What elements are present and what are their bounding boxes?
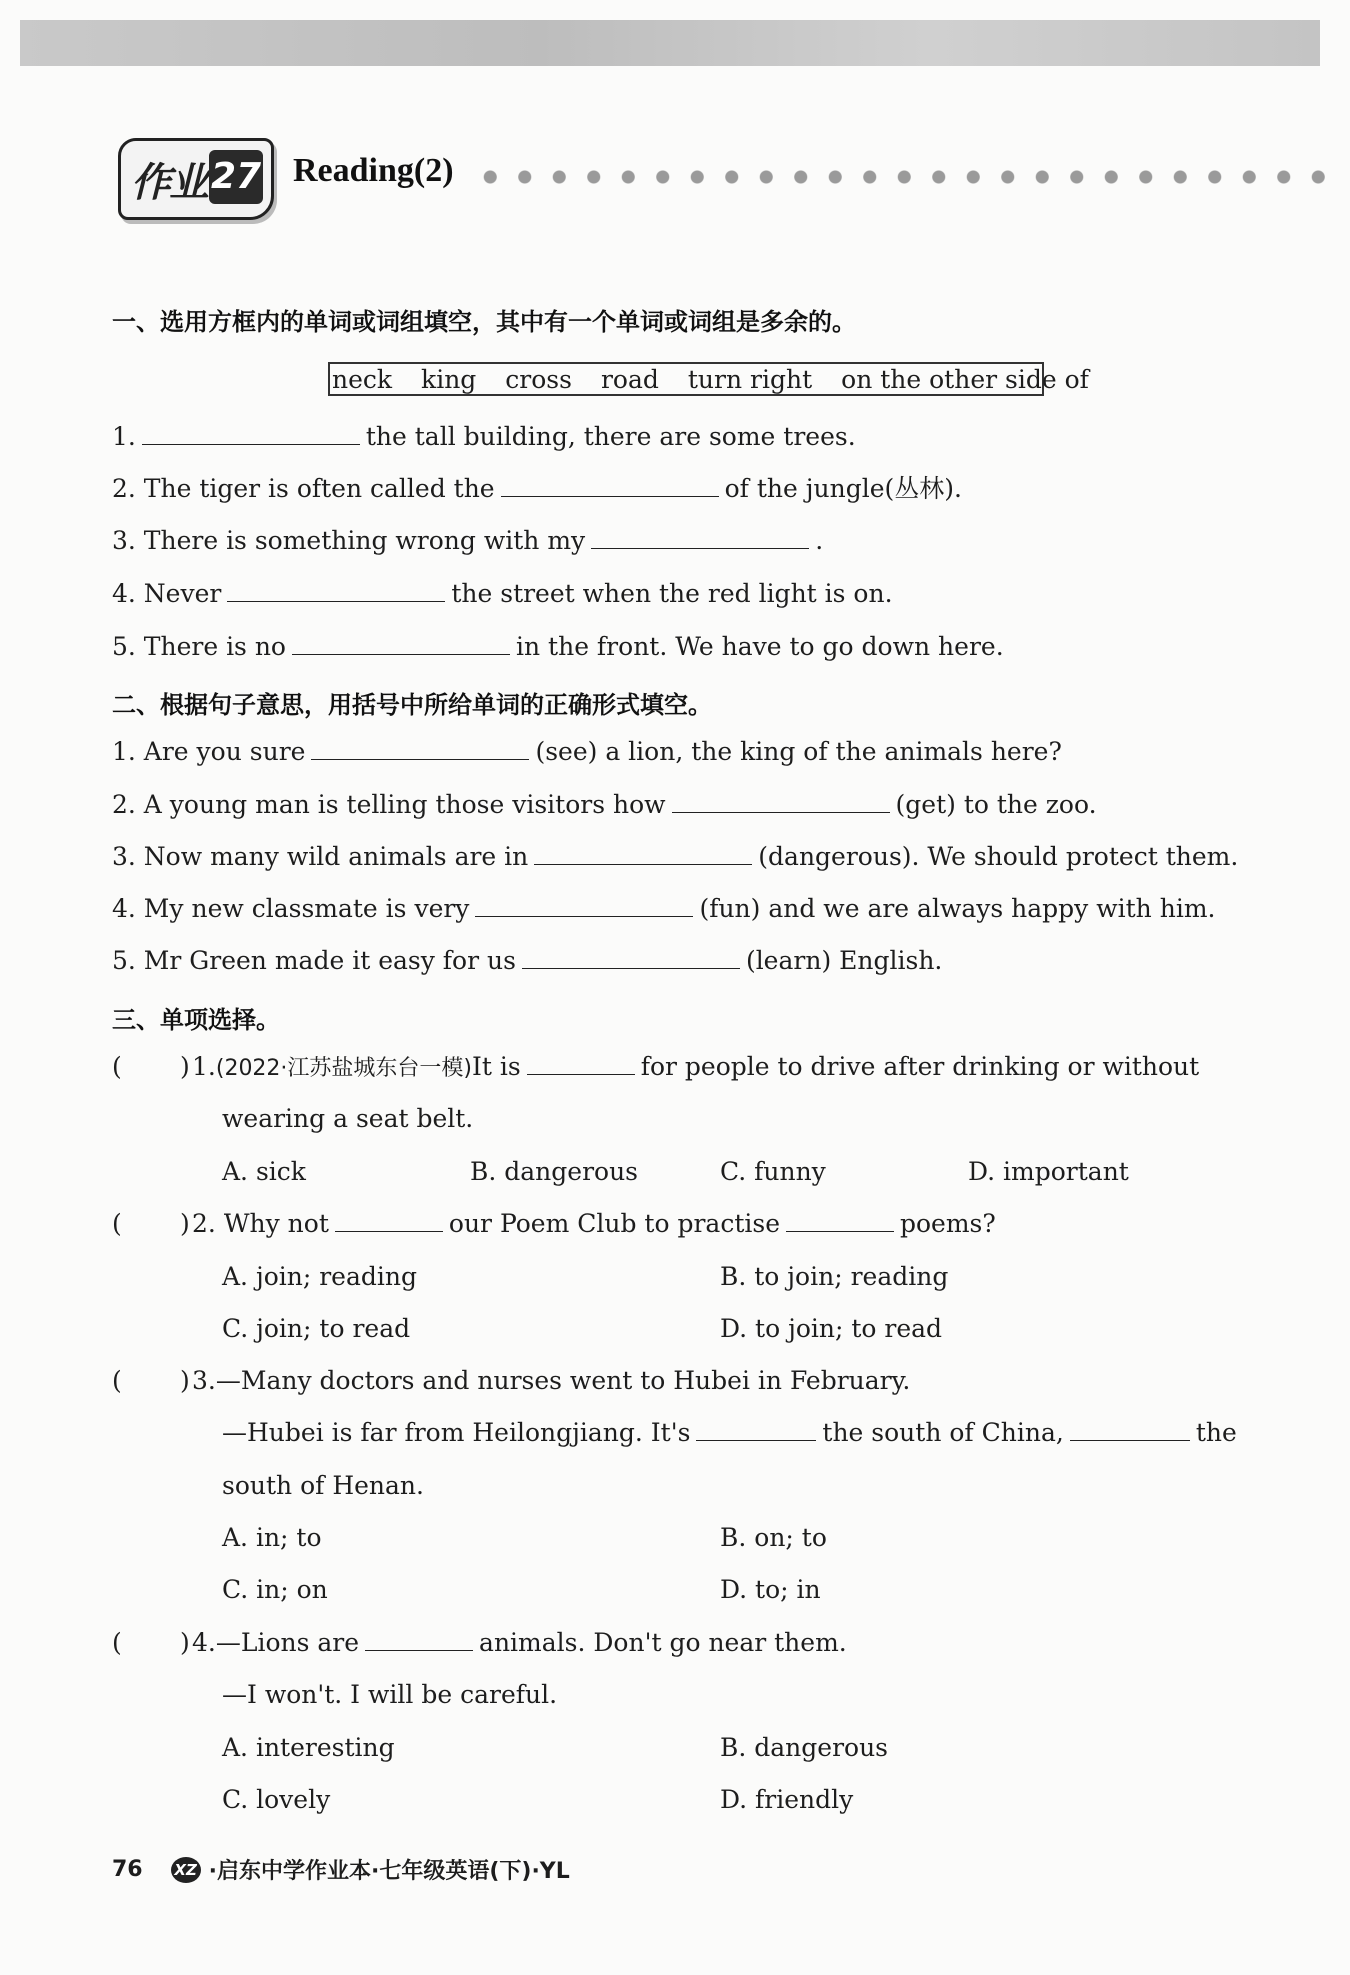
q4-option-d[interactable]: D. friendly: [720, 1785, 854, 1814]
answer-blank[interactable]: [311, 735, 529, 760]
word-box-item: king: [421, 364, 477, 394]
answer-paren[interactable]: ( ): [112, 1052, 190, 1081]
dotted-divider: [473, 169, 1328, 185]
answer-blank[interactable]: [786, 1207, 894, 1232]
q3-line1: 3.—Many doctors and nurses went to Hubei in February.: [192, 1366, 911, 1395]
s1-item-5: 5. There is no in the front. We have to go down here.: [112, 632, 1004, 661]
section2-title: 二、根据句子意思，用括号中所给单词的正确形式填空。: [112, 691, 712, 719]
q4-line2: —I won't. I will be careful.: [222, 1680, 558, 1709]
badge-label: 作业: [131, 160, 207, 206]
assignment-badge: [118, 138, 274, 220]
page-footer: [112, 1854, 570, 1885]
section3-title: 三、单项选择。: [112, 1006, 280, 1034]
answer-blank[interactable]: [292, 630, 510, 655]
q3-line3: south of Henan.: [222, 1471, 424, 1500]
top-decorative-band: [20, 20, 1320, 66]
q1-option-c[interactable]: C. funny: [720, 1157, 826, 1186]
q1-option-d[interactable]: D. important: [968, 1157, 1129, 1186]
answer-blank[interactable]: [696, 1416, 816, 1441]
q3-option-b[interactable]: B. on; to: [720, 1523, 827, 1552]
answer-blank[interactable]: [522, 944, 740, 969]
answer-paren[interactable]: ( ): [112, 1209, 190, 1238]
q1-option-b[interactable]: B. dangerous: [470, 1157, 639, 1186]
q4-option-a[interactable]: A. interesting: [222, 1733, 395, 1762]
s1-item-1: 1. the tall building, there are some trees.: [112, 422, 856, 451]
s1-item-2: 2. The tiger is often called the of the jungle(丛林).: [112, 474, 962, 503]
answer-paren[interactable]: ( ): [112, 1366, 190, 1395]
q2-option-a[interactable]: A. join; reading: [222, 1262, 417, 1291]
word-box-item: neck: [332, 364, 393, 394]
word-box-item: turn right: [687, 364, 813, 394]
q3-line2: —Hubei is far from Heilongjiang. It's the south of China, the: [222, 1418, 1237, 1447]
answer-blank[interactable]: [591, 524, 809, 549]
q1-line1: 1.(2022·江苏盐城东台一模)It is for people to drive after drinking or without: [192, 1052, 1200, 1081]
lesson-title: Reading(2): [293, 152, 454, 189]
publisher-logo-icon: XZ: [171, 1857, 201, 1883]
s2-item-2: 2. A young man is telling those visitors how (get) to the zoo.: [112, 790, 1097, 819]
word-box-item: on the other side of: [841, 364, 1089, 394]
s1-item-3: 3. There is something wrong with my .: [112, 526, 824, 555]
section1-title: 一、选用方框内的单词或词组填空，其中有一个单词或词组是多余的。: [112, 308, 856, 336]
q2-line1: 2. Why not our Poem Club to practise poems?: [192, 1209, 996, 1238]
answer-blank[interactable]: [365, 1626, 473, 1651]
q4-option-b[interactable]: B. dangerous: [720, 1733, 889, 1762]
q4-line1: 4.—Lions are animals. Don't go near them.: [192, 1628, 847, 1657]
q2-option-d[interactable]: D. to join; to read: [720, 1314, 943, 1343]
q3-option-a[interactable]: A. in; to: [222, 1523, 322, 1552]
lesson-header: [118, 138, 1333, 218]
answer-blank[interactable]: [672, 788, 890, 813]
q4-option-c[interactable]: C. lovely: [222, 1785, 331, 1814]
badge-number: 27: [209, 150, 263, 204]
answer-blank[interactable]: [227, 577, 445, 602]
q3-option-c[interactable]: C. in; on: [222, 1575, 328, 1604]
word-box-item: cross: [505, 364, 572, 394]
s2-item-5: 5. Mr Green made it easy for us (learn) English.: [112, 946, 943, 975]
q1-line2: wearing a seat belt.: [222, 1104, 474, 1133]
word-box-item: road: [600, 364, 659, 394]
answer-blank[interactable]: [475, 892, 693, 917]
word-box: [328, 362, 1089, 396]
q1-option-a[interactable]: A. sick: [222, 1157, 306, 1186]
s2-item-1: 1. Are you sure (see) a lion, the king of the animals here?: [112, 737, 1062, 766]
answer-blank[interactable]: [335, 1207, 443, 1232]
s2-item-4: 4. My new classmate is very (fun) and we are always happy with him.: [112, 894, 1216, 923]
answer-blank[interactable]: [142, 420, 360, 445]
book-title: ·启东中学作业本·七年级英语(下)·YL: [208, 1859, 570, 1884]
answer-blank[interactable]: [534, 840, 752, 865]
answer-blank[interactable]: [527, 1050, 635, 1075]
q3-option-d[interactable]: D. to; in: [720, 1575, 821, 1604]
s2-item-3: 3. Now many wild animals are in (dangerous). We should protect them.: [112, 842, 1239, 871]
answer-paren[interactable]: ( ): [112, 1628, 190, 1657]
s1-item-4: 4. Never the street when the red light is on.: [112, 579, 893, 608]
page-number: 76: [112, 1857, 143, 1882]
q2-option-b[interactable]: B. to join; reading: [720, 1262, 949, 1291]
answer-blank[interactable]: [1070, 1416, 1190, 1441]
answer-blank[interactable]: [501, 472, 719, 497]
q2-option-c[interactable]: C. join; to read: [222, 1314, 411, 1343]
